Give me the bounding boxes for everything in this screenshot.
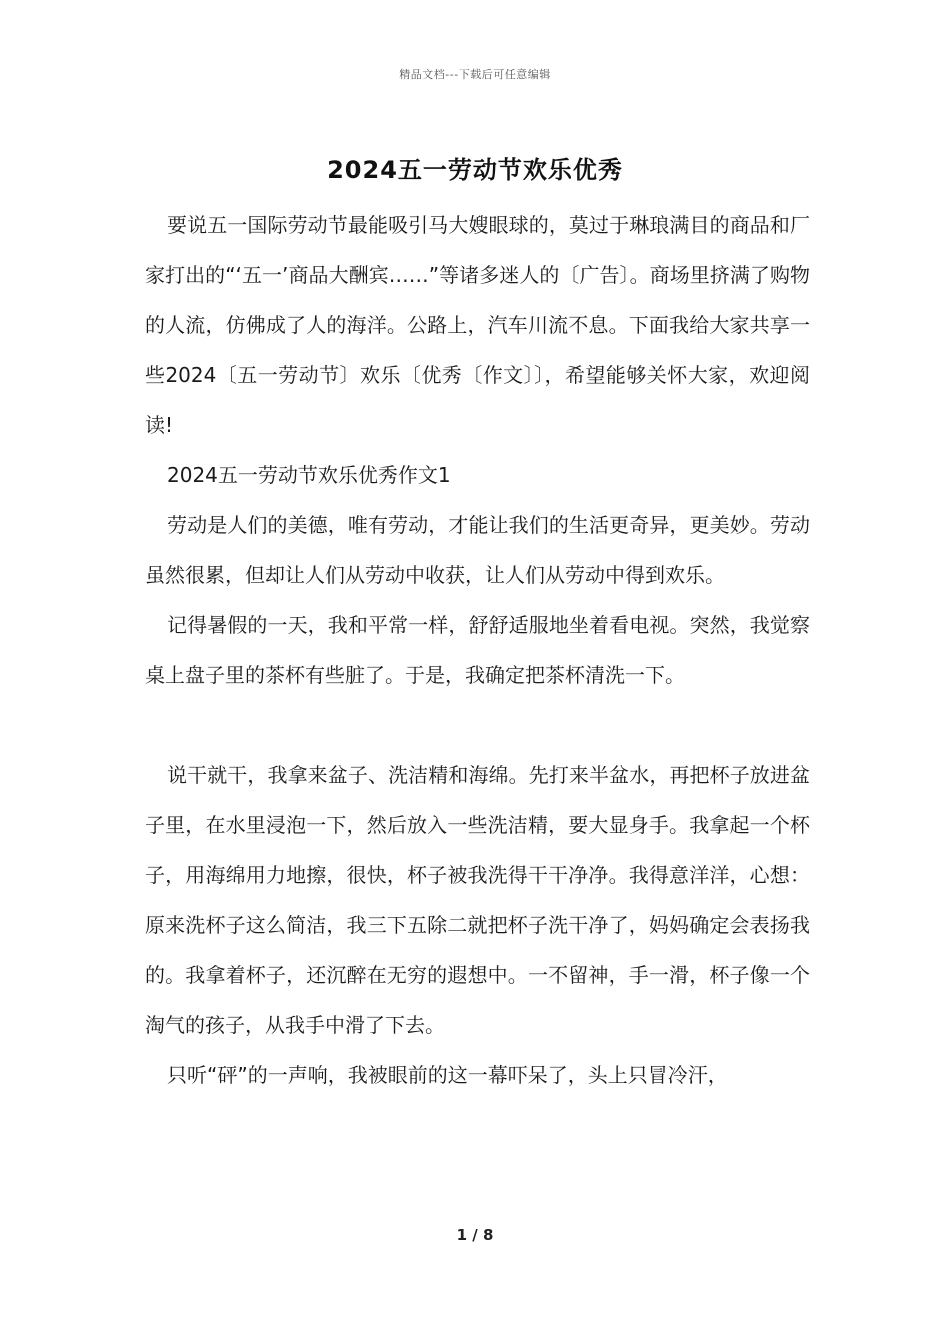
body-paragraph-1: 劳动是人们的美德，唯有劳动，才能让我们的生活更奇异，更美妙。劳动虽然很累，但却让人们从劳动中收获，让人们从劳动中得到欢乐。 <box>145 513 810 587</box>
body-paragraph-4: 只听“砰”的一声响，我被眼前的这一幕吓呆了，头上只冒冷汗， <box>167 1063 728 1087</box>
document-body <box>145 200 810 1100</box>
body-paragraph-2: 记得暑假的一天，我和平常一样，舒舒适服地坐着看电视。突然，我觉察桌上盘子里的茶杯有些脏了。于是，我确定把茶杯清洗一下。 <box>145 613 810 687</box>
page-number: 1 / 8 <box>456 1226 494 1244</box>
header-note: 精品文档---下载后可任意编辑 <box>399 68 551 81</box>
section-heading: 2024五一劳动节欢乐优秀作文1 <box>167 463 451 487</box>
document-title: 2024五一劳动节欢乐优秀 <box>327 156 623 184</box>
intro-paragraph: 要说五一国际劳动节最能吸引马大嫂眼球的，莫过于琳琅满目的商品和厂家打出的“‘五一’商品大酬宾……”等诸多迷人的〔广告〕。商场里挤满了购物的人流，仿佛成了人的海洋。公路上，汽车川流不息。下面我给大家共享一些2024〔五一劳动节〕欢乐〔优秀〔作文〕〕，希望能够关怀大家，欢迎阅读! <box>145 213 810 437</box>
body-paragraph-3: 说干就干，我拿来盆子、洗洁精和海绵。先打来半盆水，再把杯子放进盆子里，在水里浸泡一下，然后放入一些洗洁精，要大显身手。我拿起一个杯子，用海绵用力地擦，很快，杯子被我洗得干干净净。我得意洋洋，心想：原来洗杯子这么简洁，我三下五除二就把杯子洗干净了，妈妈确定会表扬我的。我拿着杯子，还沉醉在无穷的遐想中。一不留神，手一滑，杯子像一个淘气的孩子，从我手中滑了下去。 <box>145 763 810 1037</box>
